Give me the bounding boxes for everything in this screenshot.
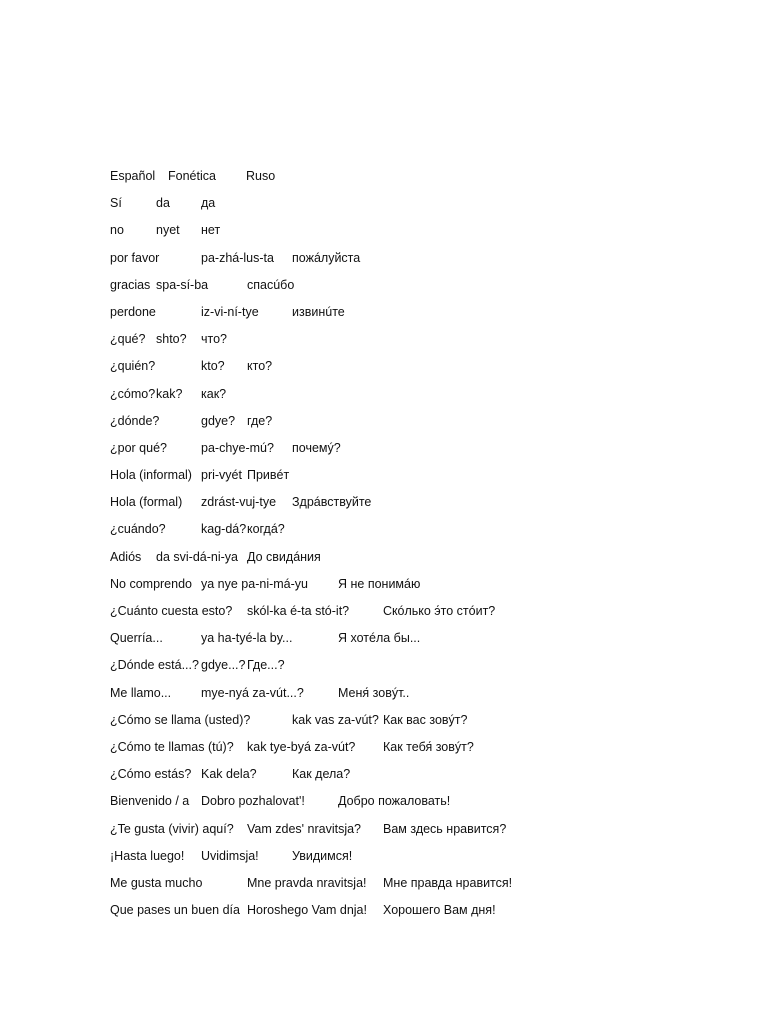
phonetic-text: nyet — [156, 223, 180, 238]
spanish-text: Hola (formal) — [110, 495, 183, 510]
spanish-text: Adiós — [110, 549, 142, 564]
spanish-text: ¿cuándo? — [110, 522, 166, 537]
phrase-row — [110, 277, 730, 304]
header-russian: Ruso — [246, 169, 276, 183]
spanish-text: ¿qué? — [110, 332, 146, 347]
russian-text: где? — [247, 413, 273, 428]
phonetic-text: kak? — [156, 386, 183, 401]
spanish-text: ¡Hasta luego! — [110, 848, 185, 863]
phrase-row — [110, 250, 730, 277]
spanish-text: ¿por qué? — [110, 440, 167, 455]
russian-text: Хорошего Вам дня! — [383, 903, 496, 918]
phrase-row — [110, 793, 730, 820]
phrase-row — [110, 413, 730, 440]
phrase-row — [110, 549, 730, 576]
spanish-text: gracias — [110, 277, 151, 292]
spanish-text: Querría... — [110, 631, 163, 646]
phonetic-text: kak vas za-vút? — [292, 712, 379, 727]
russian-text: почемý? — [292, 440, 341, 455]
header-spanish: Español — [110, 169, 156, 183]
spanish-text: ¿cómo? — [110, 386, 156, 401]
phrase-row — [110, 331, 730, 358]
phonetic-text: Mne pravda nravitsja! — [247, 875, 367, 890]
phonetic-text: Vam zdes' nravitsja? — [247, 821, 362, 836]
phrase-row — [110, 902, 730, 929]
russian-text: Увидимся! — [292, 848, 353, 863]
spanish-text: Me gusta mucho — [110, 875, 203, 890]
phonetic-text: gdye...? — [201, 658, 246, 673]
phonetic-text: Dobro pozhalovat'! — [201, 794, 305, 809]
russian-text: Как дела? — [292, 767, 351, 782]
russian-text: Как тебя́ зовýт? — [383, 739, 474, 754]
russian-text: что? — [201, 332, 228, 347]
spanish-text: Sí — [110, 196, 122, 211]
russian-text: Меня́ зовýт.. — [338, 685, 410, 700]
phrase-row — [110, 304, 730, 331]
phrase-row — [110, 657, 730, 684]
russian-text: Добро пожаловать! — [338, 794, 451, 809]
russian-text: кто? — [247, 359, 273, 374]
russian-text: Как вас зовýт? — [383, 712, 468, 727]
phonetic-text: mye-nyá za-vút...? — [201, 685, 304, 700]
phonetic-text: shto? — [156, 332, 187, 347]
phrase-row — [110, 467, 730, 494]
phonetic-text: zdrást-vuj-tye — [201, 495, 277, 510]
spanish-text: ¿dónde? — [110, 413, 160, 428]
russian-text: когдá? — [247, 522, 285, 537]
phonetic-text: Horoshego Vam dnja! — [247, 903, 367, 918]
phrase-row — [110, 358, 730, 385]
phonetic-text: kto? — [201, 359, 225, 374]
phrase-row — [110, 222, 730, 249]
russian-text: нет — [201, 223, 221, 238]
phonetic-text: da svi-dá-ni-ya — [156, 549, 238, 564]
phonetic-text: pa-zhá-lus-ta — [201, 250, 274, 265]
phrase-list — [110, 168, 730, 929]
russian-text: Здрáвствуйте — [292, 495, 372, 510]
spanish-text: Que pases un buen día — [110, 903, 240, 918]
phonetic-text: kag-dá? — [201, 522, 247, 537]
russian-text: До свидáния — [247, 549, 321, 564]
phrase-row — [110, 630, 730, 657]
phonetic-text: pri-vyét — [201, 468, 242, 483]
phrase-row — [110, 821, 730, 848]
phonetic-text: pa-chye-mú? — [201, 440, 274, 455]
russian-text: Я не понимáю — [338, 576, 421, 591]
phonetic-text: Kak dela? — [201, 767, 257, 782]
phrase-row — [110, 195, 730, 222]
spanish-text: Hola (informal) — [110, 468, 192, 483]
russian-text: Скóлько э́то стóит? — [383, 604, 496, 618]
russian-text: Я хотéла бы... — [338, 631, 421, 646]
phrase-row — [110, 685, 730, 712]
phonetic-text: kak tye-byá za-vút? — [247, 739, 356, 754]
spanish-text: ¿Dónde está...? — [110, 658, 199, 673]
russian-text: Мне правда нравится! — [383, 875, 513, 890]
header-row — [110, 168, 730, 195]
phonetic-text: skól-ka é-ta stó-it? — [247, 604, 350, 618]
spanish-text: ¿Cómo te llamas (tú)? — [110, 739, 234, 754]
russian-text: извинúте — [292, 304, 345, 319]
phonetic-text: gdye? — [201, 413, 236, 428]
spanish-text: No comprendo — [110, 576, 192, 591]
phonetic-text: spa-sí-ba — [156, 277, 209, 292]
spanish-text: ¿Cómo estás? — [110, 767, 192, 782]
spanish-text: ¿Cómo se llama (usted)? — [110, 712, 251, 727]
phrase-row — [110, 712, 730, 739]
phonetic-text: iz-vi-ní-tye — [201, 304, 259, 319]
russian-text: Вам здесь нравится? — [383, 821, 507, 836]
phrase-row — [110, 494, 730, 521]
phrase-row — [110, 521, 730, 548]
russian-text: пожáлуйста — [292, 250, 361, 265]
russian-text: спасúбо — [247, 277, 295, 292]
spanish-text: por favor — [110, 250, 160, 265]
spanish-text: ¿quién? — [110, 359, 156, 374]
phonetic-text: Uvidimsja! — [201, 848, 259, 863]
phrase-row — [110, 739, 730, 766]
phrase-row — [110, 576, 730, 603]
russian-text: Где...? — [247, 658, 285, 673]
spanish-text: ¿Te gusta (vivir) aquí? — [110, 821, 234, 836]
phonetic-text: ya nye pa-ni-má-yu — [201, 576, 308, 591]
phrase-row — [110, 766, 730, 793]
spanish-text: no — [110, 223, 124, 238]
spanish-text: ¿Cuánto cuesta esto? — [110, 604, 233, 618]
phonetic-text: ya ha-tyé-la by... — [201, 631, 293, 646]
header-phonetic: Fonética — [168, 169, 216, 183]
spanish-text: Me llamo... — [110, 685, 172, 700]
russian-text: как? — [201, 386, 227, 401]
spanish-text: perdone — [110, 304, 156, 319]
phrase-row — [110, 848, 730, 875]
russian-text: Привéт — [247, 468, 290, 483]
phrase-row — [110, 603, 730, 630]
phrase-row — [110, 440, 730, 467]
phrase-row — [110, 875, 730, 902]
spanish-text: Bienvenido / a — [110, 794, 190, 809]
phonetic-text: da — [156, 196, 170, 211]
russian-text: да — [201, 196, 216, 211]
phrase-row — [110, 386, 730, 413]
